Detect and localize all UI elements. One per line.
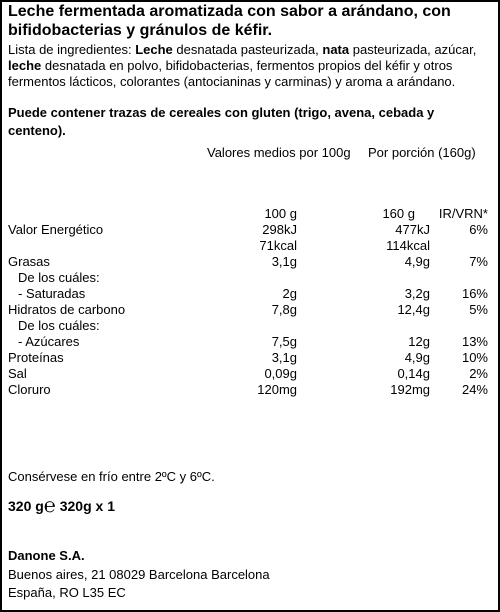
nutrition-header-100g: Valores medios por 100g	[207, 145, 351, 160]
nutrient-irvrn: 13%	[461, 334, 488, 349]
nutrient-irvrn: 6%	[469, 222, 488, 237]
ingredients-text-3: desnatada en polvo, bifidobacterias, fermentos propios del kéfir y otros fermentos lácticos, colorantes (antocianinas y carminas) y aroma a arándano.	[8, 58, 456, 89]
nutrient-value-100g: 7,5g	[271, 334, 297, 349]
company-address-line1: Buenos aires, 21 08029 Barcelona Barcelona	[8, 567, 270, 582]
allergen-warning: Puede contener trazas de cereales con gluten (trigo, avena, cebada y centeno).	[8, 105, 435, 138]
nutrient-value-100g: 0,09g	[264, 366, 297, 381]
ingredients-text-1: desnatada pasteurizada,	[172, 42, 323, 57]
nutrient-value-160g: 0,14g	[397, 366, 430, 381]
nutrient-label: - Saturadas	[18, 286, 86, 301]
nutrient-label: Valor Energético	[8, 222, 104, 237]
nutrient-irvrn: 10%	[461, 350, 488, 365]
nutrient-value-160g: 12,4g	[397, 302, 430, 317]
company-name: Danone S.A.	[8, 548, 85, 563]
nutrient-irvrn: 16%	[461, 286, 488, 301]
nutrient-value-100g: 71kcal	[259, 238, 297, 253]
nutrient-value-160g: 477kJ	[395, 222, 430, 237]
nutrient-label: Grasas	[8, 254, 50, 269]
nutrient-label: Proteínas	[8, 350, 64, 365]
ingredients-label: Lista de ingredientes:	[8, 42, 136, 57]
nutrient-label: De los cuáles:	[18, 270, 100, 285]
pack-size: 320g x 1	[59, 498, 115, 514]
nutrient-irvrn: 24%	[461, 382, 488, 397]
nutrient-value-100g: 3,1g	[271, 350, 297, 365]
nutrient-value-100g: 2g	[282, 286, 297, 301]
nutrient-value-160g: 12g	[408, 334, 430, 349]
nutrient-irvrn: 5%	[469, 302, 488, 317]
nutrient-label: Hidratos de carbono	[8, 302, 126, 317]
allergen-milk: Leche	[135, 42, 173, 57]
ingredients-list	[8, 42, 490, 90]
storage-instructions: Consérvese en frío entre 2ºC y 6ºC.	[8, 469, 215, 484]
product-title	[8, 2, 451, 40]
nutrition-header-portion: Por porción (160g)	[368, 145, 476, 160]
net-weight: 320 g	[8, 498, 44, 514]
allergen-milk-2: leche	[8, 58, 42, 73]
nutrient-label: Sal	[8, 366, 27, 381]
product-title-line1: Leche fermentada aromatizada con sabor a arándano, con	[8, 3, 451, 20]
nutrition-subheader-100g: 100 g	[264, 206, 297, 221]
nutrient-irvrn: 7%	[469, 254, 488, 269]
nutrient-value-100g: 3,1g	[271, 254, 297, 269]
ingredients-text-2: pasteurizada, azúcar,	[349, 42, 477, 57]
nutrient-value-100g: 7,8g	[271, 302, 297, 317]
nutrient-irvrn: 2%	[469, 366, 488, 381]
nutrition-subheader-irvrn: IR/VRN*	[438, 206, 488, 221]
nutrient-value-160g: 4,9g	[404, 254, 430, 269]
nutrient-value-160g: 192mg	[390, 382, 430, 397]
nutrient-value-160g: 114kcal	[386, 238, 430, 253]
company-address-line2: España, RO L35 EC	[8, 585, 126, 600]
allergen-cream: nata	[322, 42, 350, 57]
nutrient-label: Cloruro	[8, 382, 51, 397]
nutrient-label: De los cuáles:	[18, 318, 100, 333]
nutrition-subheader-160g: 160 g	[382, 206, 415, 221]
product-title-line2: bifidobacterias y gránulos de kéfir.	[8, 22, 273, 39]
nutrient-value-100g: 120mg	[257, 382, 297, 397]
nutrient-label: - Azúcares	[18, 334, 80, 349]
nutrient-value-160g: 4,9g	[404, 350, 430, 365]
nutrient-value-160g: 3,2g	[404, 286, 430, 301]
estimated-e-mark: ℮	[43, 495, 56, 517]
net-quantity	[8, 497, 115, 515]
nutrient-value-100g: 298kJ	[262, 222, 297, 237]
